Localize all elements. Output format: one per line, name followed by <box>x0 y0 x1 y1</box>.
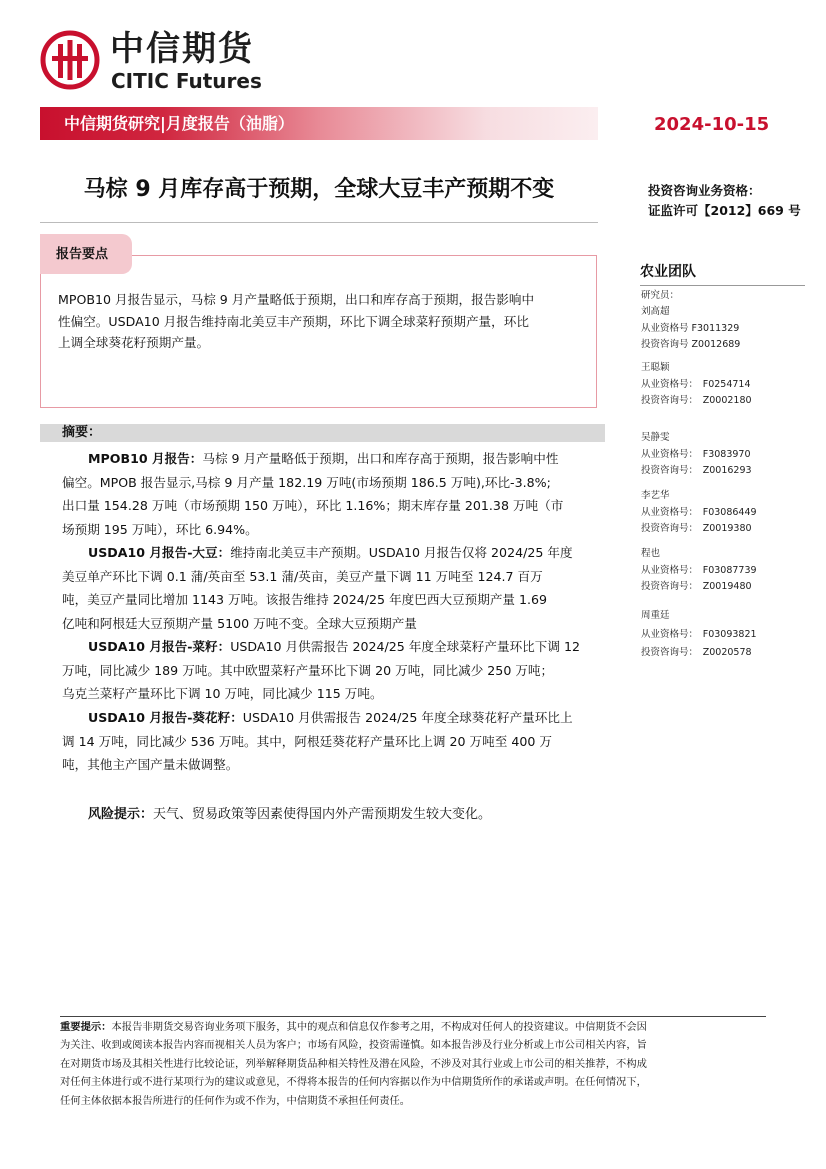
team-title: 农业团队 <box>640 264 696 280</box>
abstract-paragraph-mpob <box>62 447 602 541</box>
key-points-title: 报告要点 <box>56 247 109 262</box>
key-points-line: 上调全球葵花籽预期产量。 <box>58 335 210 350</box>
paragraph-text: USDA10 月供需报告 2024/25 年度全球葵花籽产量环比上 <box>242 710 573 725</box>
citic-logo-icon <box>40 30 100 90</box>
disclaimer-line: 为关注、收到或阅读本报告内容而视相关人员为客户；市场有风险，投资需谨慎。如本报告涉及行业分析或上市公司相关内容，旨 <box>60 1039 647 1052</box>
paragraph-text: USDA10 月供需报告 2024/25 年度全球菜籽产量环比下调 12 <box>230 639 580 654</box>
paragraph-line: 亿吨和阿根廷大豆预期产量 5100 万吨不变。全球大豆预期产量 <box>62 615 417 631</box>
abstract-paragraph-soybean <box>62 541 602 635</box>
report-category: 中信期货研究|月度报告（油脂） <box>64 114 294 133</box>
paragraph-line: 调 14 万吨，同比减少 536 万吨。其中，阿根廷葵花籽产量环比上调 20 万吨至 400 万 <box>62 733 552 749</box>
paragraph-text: 马棕 9 月产量略低于预期，出口和库存高于预期，报告影响中性 <box>202 451 559 466</box>
disclaimer <box>60 1018 772 1110</box>
paragraph-heading: USDA10 月报告-葵花籽： <box>88 710 243 725</box>
qualification-line-1: 投资咨询业务资格： <box>648 183 761 198</box>
team-divider <box>640 285 805 286</box>
paragraph-text: 维持南北美豆丰产预期。USDA10 月报告仅将 2024/25 年度 <box>230 545 573 560</box>
paragraph-line: 美豆单产环比下调 0.1 蒲/英亩至 53.1 蒲/英亩，美豆产量下调 11 万吨至 124.7 百万 <box>62 568 543 584</box>
analyst-name: 吴静雯 <box>641 432 670 443</box>
risk-text: 天气、贸易政策等因素使得国内外产需预期发生较大变化。 <box>153 807 492 822</box>
abstract-label: 摘要： <box>62 425 102 440</box>
analyst-card <box>641 304 740 354</box>
analyst-name: 周重廷 <box>641 610 670 621</box>
abstract-bar <box>40 424 605 442</box>
key-points-text <box>58 289 588 354</box>
paragraph-heading: MPOB10 月报告： <box>88 451 203 466</box>
analyst-card <box>641 360 752 410</box>
analyst-card <box>641 430 752 480</box>
analyst-license: 投资咨询号： Z0002180 <box>641 395 752 406</box>
logo-english-name: CITIC Futures <box>111 69 262 93</box>
risk-label: 风险提示： <box>88 807 154 822</box>
analyst-license: 从业资格号： F03086449 <box>641 506 757 518</box>
analyst-license: 投资咨询号： Z0016293 <box>641 465 752 476</box>
disclaimer-label: 重要提示： <box>60 1021 112 1033</box>
analyst-license: 投资咨询号： Z0020578 <box>641 647 752 658</box>
key-points-line: 性偏空。USDA10 月报告维持南北美豆丰产预期，环比下调全球菜籽预期产量，环比 <box>58 313 529 329</box>
analyst-name: 刘高超 <box>641 306 670 317</box>
disclaimer-divider <box>60 1016 766 1017</box>
analyst-license: 从业资格号： F03093821 <box>641 628 757 640</box>
qualification <box>648 181 801 221</box>
title-divider <box>40 222 598 223</box>
paragraph-line: 万吨，同比减少 189 万吨。其中欧盟菜籽产量环比下调 20 万吨，同比减少 250 万吨； <box>62 662 554 678</box>
logo-chinese-name: 中信期货 <box>110 29 254 69</box>
disclaimer-line: 任何主体依据本报告所进行的任何作为或不作为，中信期货不承担任何责任。 <box>60 1094 411 1107</box>
key-points-line: MPOB10 月报告显示，马棕 9 月产量略低于预期，出口和库存高于预期，报告影响中 <box>58 292 535 307</box>
analyst-name: 王聪颖 <box>641 362 670 373</box>
analyst-name: 李艺华 <box>641 490 670 501</box>
analyst-license: 从业资格号： F03087739 <box>641 564 757 576</box>
analyst-name: 程也 <box>641 548 661 559</box>
paragraph-heading: USDA10 月报告-大豆： <box>88 545 231 560</box>
analyst-license: 投资咨询号： Z0019480 <box>641 581 752 592</box>
abstract-paragraph-rapeseed <box>62 635 602 706</box>
abstract-paragraph-sunflower <box>62 706 602 777</box>
disclaimer-line: 本报告非期货交易咨询业务项下服务，其中的观点和信息仅作参考之用，不构成对任何人的投资建议。中信期货不会因 <box>111 1021 647 1033</box>
qualification-line-2: 证监许可【2012】669 号 <box>648 203 801 218</box>
paragraph-heading: USDA10 月报告-菜籽： <box>88 639 231 654</box>
analyst-card <box>641 488 757 538</box>
analyst-license: 从业资格号： F3083970 <box>641 448 751 460</box>
analyst-card <box>641 608 757 662</box>
report-date: 2024-10-15 <box>654 114 770 135</box>
analyst-license: 从业资格号： F0254714 <box>641 378 751 390</box>
analyst-license: 投资咨询号： Z0019380 <box>641 523 752 534</box>
paragraph-line: 吨，其他主产国产量未做调整。 <box>62 757 239 772</box>
paragraph-line: 吨，美豆产量同比增加 1143 万吨。该报告维持 2024/25 年度巴西大豆预期产量 1.69 <box>62 592 548 607</box>
risk-warning <box>88 805 491 825</box>
paragraph-line: 乌克兰菜籽产量环比下调 10 万吨，同比减少 115 万吨。 <box>62 686 383 701</box>
paragraph-line: 场预期 195 万吨），环比 6.94%。 <box>62 521 258 537</box>
paragraph-line: 出口量 154.28 万吨（市场预期 150 万吨），环比 1.16%；期末库存量 201.38 万吨（市 <box>62 498 564 513</box>
analyst-card <box>641 546 757 596</box>
researcher-label: 研究员： <box>641 290 680 301</box>
analyst-license: 从业资格号 F3011329 <box>641 322 740 334</box>
report-title: 马棕 9 月库存高于预期，全球大豆丰产预期不变 <box>83 177 555 202</box>
disclaimer-line: 在对期货市场及其相关性进行比较论证，列举解释期货品种相关特性及潜在风险，不涉及对其行业或上市公司的相关推荐，不构成 <box>60 1057 647 1070</box>
disclaimer-line: 对任何主体进行或不进行某项行为的建议或意见，不得将本报告的任何内容据以作为中信期货所作的承诺或声明。在任何情况下， <box>60 1076 647 1089</box>
analyst-license: 投资咨询号 Z0012689 <box>641 339 741 350</box>
paragraph-line: 偏空。MPOB 报告显示,马棕 9 月产量 182.19 万吨(市场预期 186.5 万吨),环比-3.8%; <box>62 474 551 490</box>
